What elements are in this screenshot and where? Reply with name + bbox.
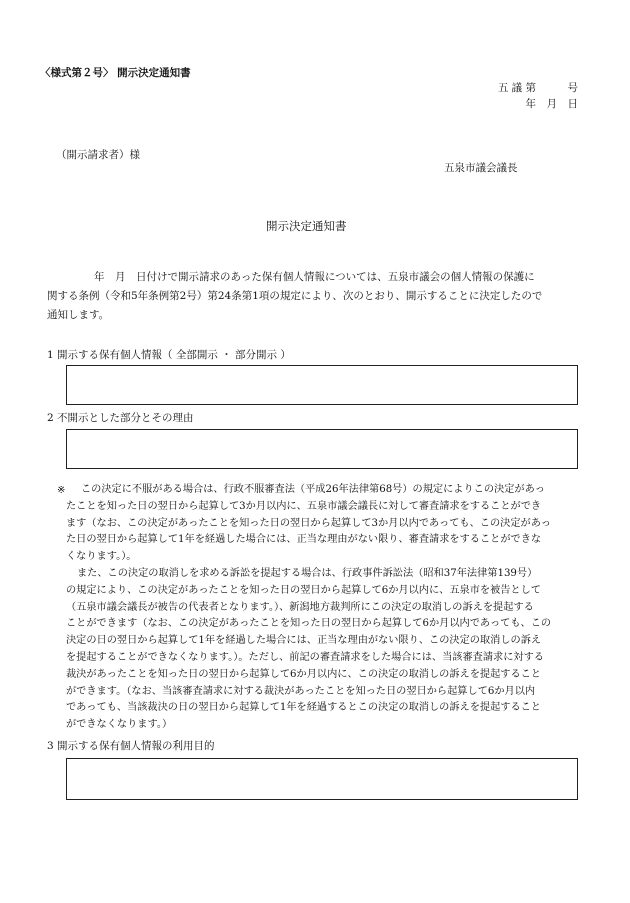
note-line: ができます。（なお、当該審査請求に対する裁決があったことを知った日の翌日から起算して6か月以内	[66, 685, 536, 697]
section-2-box	[66, 429, 578, 469]
note-line: ことができます（なお、この決定があったことを知った日の翌日から起算して6か月以内であっても、この	[66, 618, 552, 630]
note-line: を提起することができなくなります。）。ただし、前記の審査請求をした場合には、当該審査請求に対する	[66, 651, 544, 663]
note-line: 決定の日の翌日から起算して1年を経過した場合には、正当な理由がない限り、この決定の取消しの訴え	[66, 635, 542, 647]
note-mark: ※	[57, 485, 66, 496]
note-block	[66, 482, 551, 734]
note-line: ができなくなります。）	[66, 719, 173, 731]
form-label: 〈様式第２号〉 開示決定通知書	[40, 67, 191, 79]
intro-line: 関する条例（令和5年条例第2号）第24条第1項の規定により、次のとおり、開示することに決定したので	[47, 290, 543, 302]
section-1-heading: 1 開示する保有個人情報（ 全部開示 ・ 部分開示 ）	[47, 349, 291, 361]
section-1-box	[66, 365, 578, 405]
note-line: また、この決定の取消しを求める訴訟を提起する場合は、行政事件訴訟法（昭和37年法律第139号）	[77, 567, 538, 579]
note-line: ます（なお、この決定があったことを知った日の翌日から起算して3か月以内であっても、この決定があっ	[66, 517, 551, 529]
intro-paragraph	[47, 268, 582, 325]
note-line: この決定に不服がある場合は、行政不服審査法（平成26年法律第68号）の規定によりこの決定があっ	[81, 484, 545, 495]
note-line: であっても、当該裁決の日の翌日から起算して1年を経過するとこの決定の取消しの訴えを提起すること	[66, 702, 541, 714]
section-3-box	[66, 758, 578, 800]
note-line: た日の翌日から起算して1年を経過した場合には、正当な理由がない限り、審査請求をすることができな	[66, 534, 542, 546]
document-date: 年 月 日	[525, 98, 578, 110]
intro-line: 年 月 日付けで開示請求のあった保有個人情報については、五泉市議会の個人情報の保護に	[94, 271, 535, 283]
note-line: たことを知った日の翌日から起算して3か月以内に、五泉市議会議長に対して審査請求をすることができ	[66, 500, 542, 512]
note-line: （五泉市議会議長が被告の代表者となります。）、新潟地方裁判所にこの決定の取消しの訴えを提起する	[66, 601, 534, 613]
section-3-heading: 3 開示する保有個人情報の利用目的	[47, 740, 215, 752]
note-line: くなります。）。	[66, 551, 137, 563]
note-line: 裁決があったことを知った日の翌日から起算して6か月以内に、この決定の取消しの訴えを提起すること	[66, 668, 541, 680]
page-title: 開示決定通知書	[266, 219, 347, 233]
document-number: 五 議 第 号	[497, 82, 578, 94]
sender: 五泉市議会議長	[444, 162, 518, 174]
intro-line: 通知します。	[47, 309, 110, 321]
section-2-heading: 2 不開示とした部分とその理由	[47, 412, 194, 424]
note-line: の規定により、この決定があったことを知った日の翌日から起算して6か月以内に、五泉市を被告として	[66, 584, 541, 596]
recipient: （開示請求者）様	[56, 149, 140, 161]
